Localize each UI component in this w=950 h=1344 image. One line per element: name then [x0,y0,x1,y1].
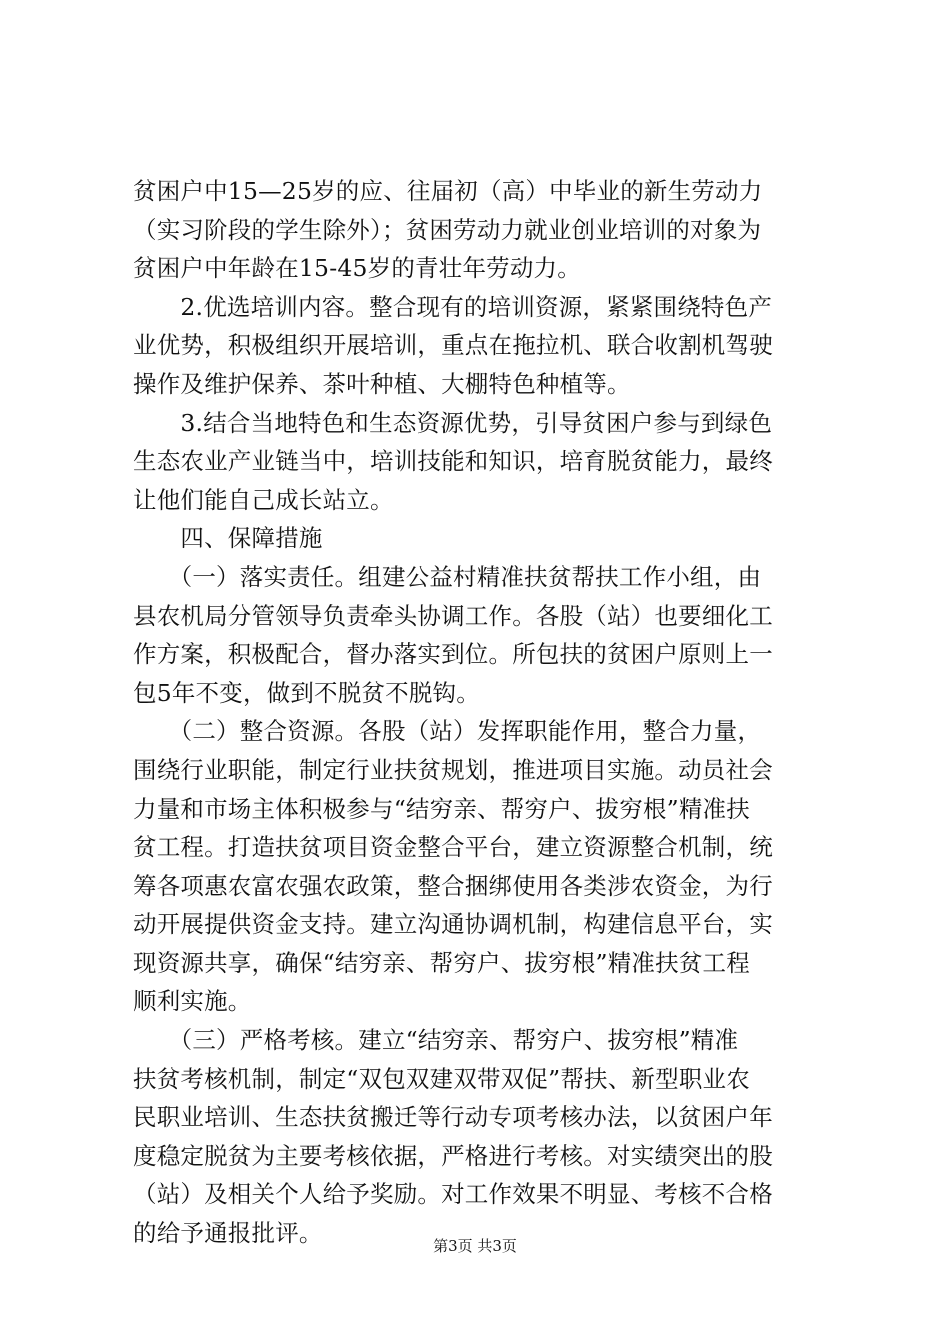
text-line: 动开展提供资金支持。建立沟通协调机制，构建信息平台，实 [133,910,773,939]
text-line: 生态农业产业链当中，培训技能和知识，培育脱贫能力，最终 [133,447,773,476]
text-line: （三）严格考核。建立“结穷亲、帮穷户、拔穷根”精准 [133,1026,739,1055]
section-heading: 四、保障措施 [133,524,323,553]
text-line: 筹各项惠农富农强农政策，整合捆绑使用各类涉农资金，为行 [133,871,773,900]
text-line: 民职业培训、生态扶贫搬迁等行动专项考核办法，以贫困户年 [133,1103,773,1132]
text-line: （实习阶段的学生除外）；贫困劳动力就业创业培训的对象为 [133,215,762,244]
text-line: 包5年不变，做到不脱贫不脱钩。 [133,678,480,707]
text-line: 业优势，积极组织开展培训，重点在拖拉机、联合收割机驾驶 [133,331,773,360]
text-line: 让他们能自己成长站立。 [133,485,394,514]
text-line: 操作及维护保养、茶叶种植、大棚特色种植等。 [133,369,631,398]
text-line: 的给予通报批评。 [133,1219,323,1248]
text-line: （一）落实责任。组建公益村精准扶贫帮扶工作小组，由 [133,562,762,591]
text-line: 贫困户中年龄在15-45岁的青壮年劳动力。 [133,254,581,283]
text-line: 县农机局分管领导负责牵头协调工作。各股（站）也要细化工 [133,601,773,630]
document-body [133,172,833,1253]
text-line: 围绕行业职能，制定行业扶贫规划，推进项目实施。动员社会 [133,755,773,784]
text-line: 作方案，积极配合，督办落实到位。所包扶的贫困户原则上一 [133,640,773,669]
text-line: 3.结合当地特色和生态资源优势，引导贫困户参与到绿色 [133,408,773,437]
text-line: （站）及相关个人给予奖励。对工作效果不明显、考核不合格 [133,1180,773,1209]
text-line: 贫困户中15—25岁的应、往届初（高）中毕业的新生劳动力 [133,177,763,205]
text-line: 度稳定脱贫为主要考核依据，严格进行考核。对实绩突出的股 [133,1141,773,1170]
text-line: 力量和市场主体积极参与“结穷亲、帮穷户、拔穷根”精准扶 [133,794,750,823]
text-line: （二）整合资源。各股（站）发挥职能作用，整合力量， [133,717,762,746]
text-line: 顺利实施。 [133,987,252,1016]
page-number-footer: 第3页 共3页 [433,1237,517,1255]
text-line: 现资源共享，确保“结穷亲、帮穷户、拔穷根”精准扶贫工程 [133,948,750,977]
text-line: 扶贫考核机制，制定“双包双建双带双促”帮扶、新型职业农 [133,1064,750,1093]
text-line: 贫工程。打造扶贫项目资金整合平台，建立资源整合机制，统 [133,833,773,862]
text-line: 2.优选培训内容。整合现有的培训资源，紧紧围绕特色产 [133,292,773,321]
